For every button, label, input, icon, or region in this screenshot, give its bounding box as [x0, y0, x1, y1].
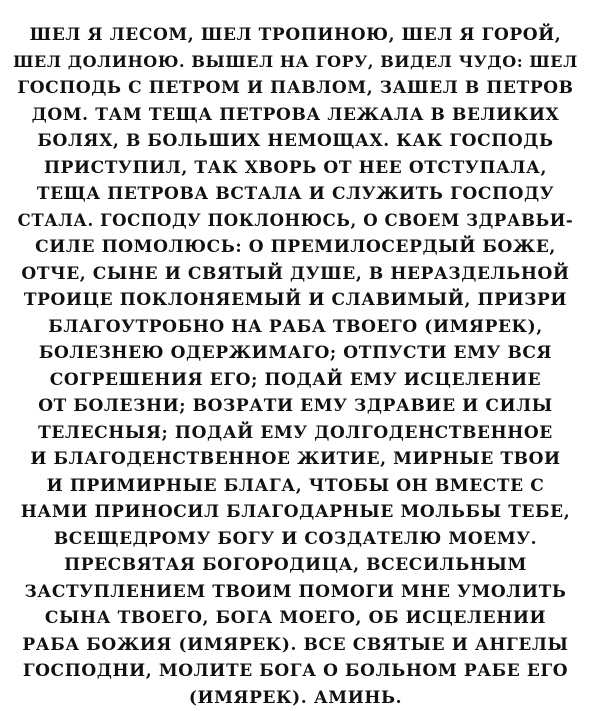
- prayer-line: НАМИ ПРИНОСИЛ БЛАГОДАРНЫЕ МОЛЬБЫ ТЕБЕ,: [12, 499, 579, 526]
- prayer-line: ШЕЛ Я ЛЕСОМ, ШЕЛ ТРОПИНОЮ, ШЕЛ Я ГОРОЙ,: [12, 22, 579, 49]
- prayer-line: ПРИСТУПИЛ, ТАК ХВОРЬ ОТ НЕЕ ОТСТУПАЛА,: [12, 155, 579, 182]
- prayer-line: БОЛЕЗНЕЮ ОДЕРЖИМАГО; ОТПУСТИ ЕМУ ВСЯ: [12, 340, 579, 367]
- prayer-line: И БЛАГОДЕНСТВЕННОЕ ЖИТИЕ, МИРНЫЕ ТВОИ: [12, 446, 579, 473]
- prayer-line: (ИМЯРЕК). АМИНЬ.: [12, 685, 579, 711]
- prayer-line: ГОСПОДНИ, МОЛИТЕ БОГА О БОЛЬНОМ РАБЕ ЕГО: [12, 658, 579, 685]
- prayer-line: СТАЛА. ГОСПОДУ ПОКЛОНЮСЬ, О СВОЕМ ЗДРАВЬИ-: [12, 208, 579, 235]
- prayer-line: РАБА БОЖИЯ (ИМЯРЕК). ВСЕ СВЯТЫЕ И АНГЕЛЫ: [12, 632, 579, 659]
- prayer-line: БЛАГОУТРОБНО НА РАБА ТВОЕГО (ИМЯРЕК),: [12, 314, 579, 341]
- prayer-line: ЗАСТУПЛЕНИЕМ ТВОИМ ПОМОГИ МНЕ УМОЛИТЬ: [12, 579, 579, 606]
- prayer-line: ГОСПОДЬ С ПЕТРОМ И ПАВЛОМ, ЗАШЕЛ В ПЕТРОВ: [12, 75, 579, 102]
- prayer-line: ТЕЛЕСНЫЯ; ПОДАЙ ЕМУ ДОЛГОДЕНСТВЕННОЕ: [12, 420, 579, 447]
- prayer-line: ВСЕЩЕДРОМУ БОГУ И СОЗДАТЕЛЮ МОЕМУ.: [12, 526, 579, 553]
- prayer-text: [12, 22, 579, 711]
- prayer-line: ОТ БОЛЕЗНИ; ВОЗРАТИ ЕМУ ЗДРАВИЕ И СИЛЫ: [12, 393, 579, 420]
- prayer-line: ДОМ. ТАМ ТЕЩА ПЕТРОВА ЛЕЖАЛА В ВЕЛИКИХ: [12, 102, 579, 129]
- prayer-line: ОТЧЕ, СЫНЕ И СВЯТЫЙ ДУШЕ, В НЕРАЗДЕЛЬНОЙ: [12, 261, 579, 288]
- prayer-line: И ПРИМИРНЫЕ БЛАГА, ЧТОБЫ ОН ВМЕСТЕ С: [12, 473, 579, 500]
- prayer-line: ТРОИЦЕ ПОКЛОНЯЕМЫЙ И СЛАВИМЫЙ, ПРИЗРИ: [12, 287, 579, 314]
- prayer-line: ТЕЩА ПЕТРОВА ВСТАЛА И СЛУЖИТЬ ГОСПОДУ: [12, 181, 579, 208]
- prayer-line: СИЛЕ ПОМОЛЮСЬ: О ПРЕМИЛОСЕРДЫЙ БОЖЕ,: [12, 234, 579, 261]
- prayer-line: БОЛЯХ, В БОЛЬШИХ НЕМОЩАХ. КАК ГОСПОДЬ: [12, 128, 579, 155]
- prayer-line: СОГРЕШЕНИЯ ЕГО; ПОДАЙ ЕМУ ИСЦЕЛЕНИЕ: [12, 367, 579, 394]
- prayer-line: СЫНА ТВОЕГО, БОГА МОЕГО, ОБ ИСЦЕЛЕНИИ: [12, 605, 579, 632]
- prayer-line: ШЕЛ ДОЛИНОЮ. ВЫШЕЛ НА ГОРУ, ВИДЕЛ ЧУДО: ШЕЛ: [12, 49, 579, 76]
- prayer-line: ПРЕСВЯТАЯ БОГОРОДИЦА, ВСЕСИЛЬНЫМ: [12, 552, 579, 579]
